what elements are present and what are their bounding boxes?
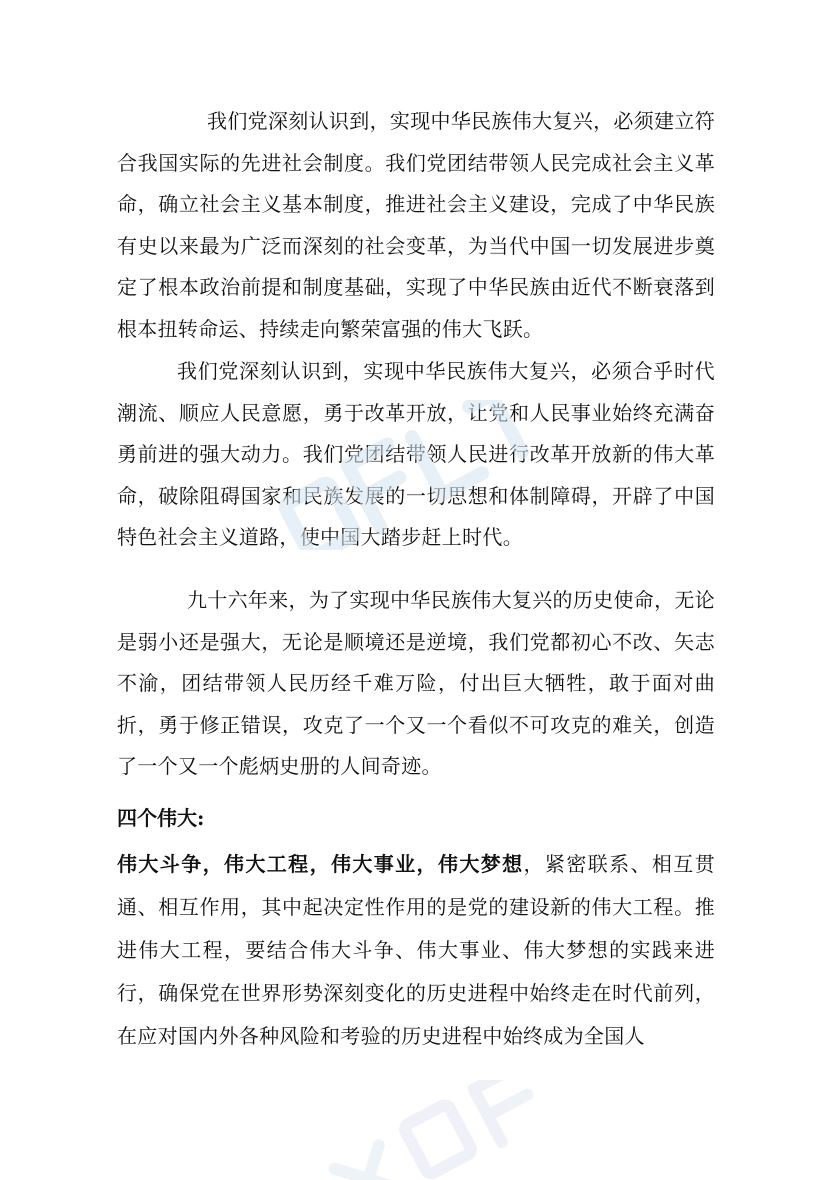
paragraph-4-body: ，紧密联系、相互贯通、相互作用，其中起决定性作用的是党的建设新的伟大工程。推进伟大工程，要结合伟大斗争、伟大事业、伟大梦想的实践来进行，确保党在世界形势深刻变化的历史进程中始终走在时代前列，在应对国内外各种风险和考验的历史进程中始终成为全国人 (117, 852, 715, 1048)
paragraph-3: 九十六年来，为了实现中华民族伟大复兴的历史使命，无论是弱小还是强大，无论是顺境还是逆境，我们党都初心不改、矢志不渝，团结带领人民历经千难万险，付出巨大牺牲，敢于面对曲折，勇于修正错误，攻克了一个又一个看似不可攻克的难关，创造了一个又一个彪炳史册的人间奇迹。 (117, 588, 715, 778)
paragraph-4 (117, 843, 715, 1058)
paragraph-1: 我们党深刻认识到，实现中华民族伟大复兴，必须建立符合我国实际的先进社会制度。我们党团结带领人民完成社会主义革命，确立社会主义基本制度，推进社会主义建设，完成了中华民族有史以来最为广泛而深刻的社会变革，为当代中国一切发展进步奠定了根本政治前提和制度基础，实现了中华民族由近代不断衰落到根本扭转命运、持续走向繁荣富强的伟大飞跃。 (117, 109, 715, 341)
paragraph-4-bold-lead: 伟大斗争，伟大工程，伟大事业，伟大梦想 (117, 852, 524, 876)
watermark-mark-bottom (300, 1080, 600, 1180)
section-heading: 四个伟大: (117, 806, 205, 830)
paragraph-2: 我们党深刻认识到，实现中华民族伟大复兴，必须合乎时代潮流、顺应人民意愿，勇于改革开放，让党和人民事业始终充满奋勇前进的强大动力。我们党团结带领人民进行改革开放新的伟大革命，破除阻碍国家和民族发展的一切思想和体制障碍，开辟了中国特色社会主义道路，使中国大踏步赶上时代。 (117, 359, 715, 549)
